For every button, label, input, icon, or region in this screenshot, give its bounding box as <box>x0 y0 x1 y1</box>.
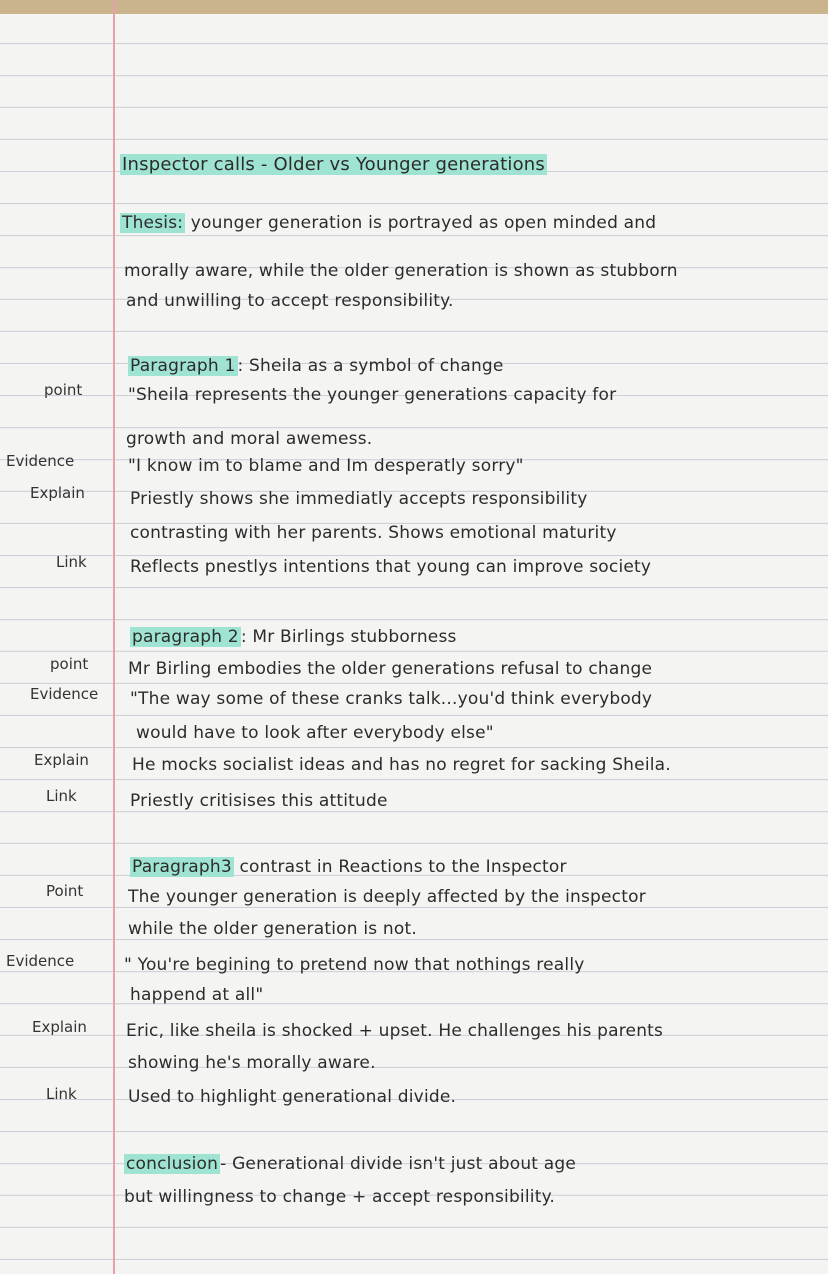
p1-explain-line-2: contrasting with her parents. Shows emotional maturity <box>130 523 617 543</box>
p2-evidence-line-2: would have to look after everybody else" <box>136 723 494 743</box>
p1-explain-line-1: Priestly shows she immediatly accepts responsibility <box>130 489 588 509</box>
p3-evidence-line-2: happend at all" <box>130 985 264 1005</box>
thesis-label: Thesis: <box>122 213 184 233</box>
desk-edge <box>0 0 828 14</box>
p3-point-line-1: The younger generation is deeply affected by the inspector <box>128 887 646 907</box>
p3-heading-label: Paragraph3 <box>132 857 232 877</box>
p2-link-label: Link <box>46 787 77 805</box>
p2-heading-label: paragraph 2 <box>132 627 239 647</box>
margin-line <box>113 0 115 1274</box>
p2-evidence-line-1: "The way some of these cranks talk...you'd think everybody <box>130 689 653 709</box>
conclusion-line-1 <box>124 1153 576 1175</box>
p2-point-label: point <box>50 655 89 673</box>
p3-evidence-label: Evidence <box>6 952 75 970</box>
p3-heading-text: contrast in Reactions to the Inspector <box>233 857 567 877</box>
thesis-line-1 <box>120 212 656 234</box>
p2-heading-text: : Mr Birlings stubborness <box>240 627 457 647</box>
p3-explain-label: Explain <box>32 1018 87 1036</box>
title-text: Inspector calls - Older vs Younger generations <box>122 154 545 175</box>
p1-heading-text: : Sheila as a symbol of change <box>237 356 504 376</box>
p3-explain-line-1: Eric, like sheila is shocked + upset. He challenges his parents <box>126 1021 664 1041</box>
p1-evidence-label: Evidence <box>6 452 75 470</box>
p3-evidence-line-1: " You're begining to pretend now that nothings really <box>124 955 585 975</box>
p3-explain-line-2: showing he's morally aware. <box>128 1053 376 1073</box>
p1-point-label: point <box>44 381 83 399</box>
p3-point-line-2: while the older generation is not. <box>128 919 417 939</box>
conclusion-line-2: but willingness to change + accept responsibility. <box>124 1187 556 1207</box>
p3-link: Used to highlight generational divide. <box>128 1087 457 1107</box>
p3-heading <box>130 856 567 878</box>
p1-explain-label: Explain <box>30 484 85 502</box>
conclusion-text-1: - Generational divide isn't just about age <box>220 1154 577 1174</box>
p1-heading-label: Paragraph 1 <box>130 356 236 376</box>
thesis-line-3: and unwilling to accept responsibility. <box>126 291 454 311</box>
p1-heading <box>128 355 504 377</box>
p2-explain: He mocks socialist ideas and has no regret for sacking Sheila. <box>132 755 671 775</box>
p2-evidence-label: Evidence <box>30 685 99 703</box>
p1-point-line-1: "Sheila represents the younger generations capacity for <box>128 385 617 405</box>
page-title <box>120 154 547 176</box>
p2-explain-label: Explain <box>34 751 89 769</box>
p3-point-label: Point <box>46 882 84 900</box>
p1-point-line-2: growth and moral awemess. <box>126 429 373 449</box>
p1-evidence: "I know im to blame and Im desperatly sorry" <box>128 456 524 476</box>
p1-link-label: Link <box>56 553 87 571</box>
thesis-text-1: younger generation is portrayed as open minded and <box>190 213 657 233</box>
p3-link-label: Link <box>46 1085 77 1103</box>
p2-heading <box>130 626 457 648</box>
p1-link: Reflects pnestlys intentions that young can improve society <box>130 557 652 577</box>
p2-point: Mr Birling embodies the older generations refusal to change <box>128 659 653 679</box>
p2-link: Priestly critisises this attitude <box>130 791 388 811</box>
thesis-line-2: morally aware, while the older generation is shown as stubborn <box>124 261 678 281</box>
conclusion-label: conclusion <box>126 1154 219 1174</box>
